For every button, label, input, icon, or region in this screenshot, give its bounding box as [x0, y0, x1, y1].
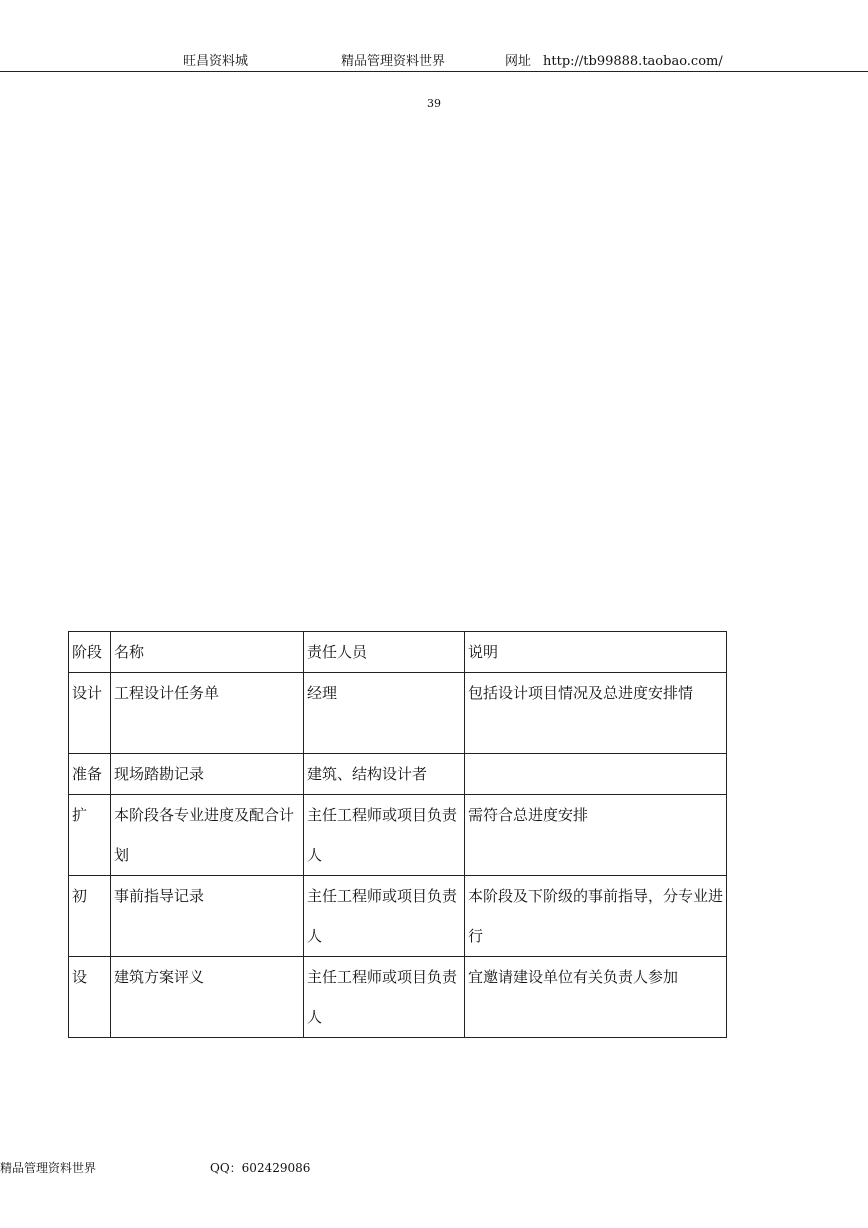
- design-stage-table: [68, 631, 727, 1038]
- cell-note: 本阶段及下阶级的事前指导，分专业进行: [465, 876, 727, 957]
- header-divider: [0, 71, 868, 72]
- header-site-tagline: 精品管理资料世界: [341, 54, 446, 69]
- cell-name: 现场踏勘记录: [111, 754, 304, 795]
- table-row: [69, 876, 727, 957]
- header-cell-note: 说明: [465, 632, 727, 673]
- cell-stage: 初: [69, 876, 111, 957]
- cell-person: 主任工程师或项目负责人: [304, 957, 465, 1038]
- header-url-link[interactable]: http://tb99888.taobao.com/: [543, 54, 723, 69]
- cell-person: 经理: [304, 673, 465, 754]
- footer-site-tagline: 精品管理资料世界: [0, 1161, 97, 1175]
- cell-note: 宜邀请建设单位有关负责人参加: [465, 957, 727, 1038]
- cell-note: 需符合总进度安排: [465, 795, 727, 876]
- header-cell-name: 名称: [111, 632, 304, 673]
- cell-note: [465, 754, 727, 795]
- cell-name: 工程设计任务单: [111, 673, 304, 754]
- cell-stage: 设计: [69, 673, 111, 754]
- page-header: [0, 52, 868, 72]
- cell-name: 事前指导记录: [111, 876, 304, 957]
- header-url-label: 网址: [505, 54, 532, 69]
- table-row: [69, 795, 727, 876]
- page-number: 39: [427, 97, 441, 110]
- table-header-row: [69, 632, 727, 673]
- footer-qq: QQ：602429086: [210, 1161, 311, 1175]
- header-site-name: 旺昌资料城: [183, 54, 249, 69]
- cell-note: 包括设计项目情况及总进度安排情: [465, 673, 727, 754]
- cell-name: 建筑方案评义: [111, 957, 304, 1038]
- cell-person: 主任工程师或项目负责人: [304, 795, 465, 876]
- table-row: [69, 673, 727, 754]
- cell-person: 主任工程师或项目负责人: [304, 876, 465, 957]
- header-cell-person: 责任人员: [304, 632, 465, 673]
- cell-stage: 设: [69, 957, 111, 1038]
- table-row: [69, 754, 727, 795]
- cell-name: 本阶段各专业进度及配合计划: [111, 795, 304, 876]
- cell-stage: 扩: [69, 795, 111, 876]
- page-footer: [0, 1158, 868, 1178]
- table-row: [69, 957, 727, 1038]
- cell-stage: 准备: [69, 754, 111, 795]
- cell-person: 建筑、结构设计者: [304, 754, 465, 795]
- header-cell-stage: 阶段: [69, 632, 111, 673]
